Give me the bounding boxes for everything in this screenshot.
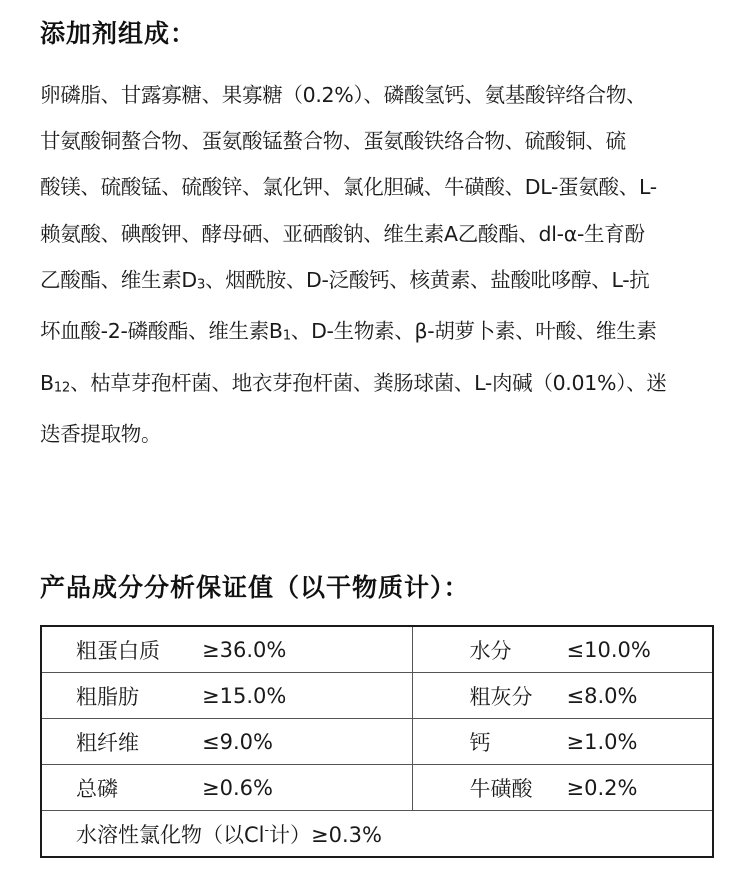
additives-list: [40, 72, 716, 458]
nutrient-label: 粗纤维: [76, 730, 139, 755]
table-cell: [41, 765, 412, 811]
nutrient-label: 总磷: [76, 776, 118, 801]
nutrient-label: 水分: [469, 638, 512, 663]
nutrient-label: 牛磺酸: [469, 776, 533, 801]
additives-line: 乙酸酯、维生素D3、烟酰胺、D-泛酸钙、核黄素、盐酸吡哆醇、L-抗: [40, 267, 650, 293]
table-row: [41, 765, 713, 811]
table-cell: [412, 765, 713, 811]
nutrient-label: 粗脂肪: [76, 684, 139, 709]
nutrient-value: ≥0.6%: [202, 775, 273, 800]
nutrient-label: 钙: [469, 730, 491, 755]
additives-line: 坏血酸-2-磷酸酯、维生素B1、D-生物素、β-胡萝卜素、叶酸、维生素: [40, 319, 657, 344]
table-cell: [41, 811, 713, 858]
subscript: 3: [196, 277, 206, 293]
nutrient-value: ≤9.0%: [202, 729, 273, 754]
table-row: [41, 673, 713, 719]
table-row: [41, 719, 713, 765]
additives-line: 迭香提取物。: [40, 422, 162, 447]
nutrient-value: ≥15.0%: [202, 683, 287, 708]
table-row: [41, 811, 713, 858]
additives-line: 甘氨酸铜螯合物、蛋氨酸锰螯合物、蛋氨酸铁络合物、硫酸铜、硫: [40, 129, 626, 154]
table-cell: [412, 673, 713, 719]
nutrient-value: ≥1.0%: [566, 729, 638, 754]
additives-line: 卵磷脂、甘露寡糖、果寡糖（0.2%）、磷酸氢钙、氨基酸锌络合物、: [40, 83, 647, 107]
table-cell: [41, 626, 412, 673]
nutrient-label: 粗灰分: [469, 684, 533, 709]
table-cell: [412, 626, 713, 673]
nutrient-chloride: 水溶性氯化物（以Cl-计）≥0.3%: [76, 821, 382, 847]
nutrient-value: ≥0.2%: [566, 775, 638, 800]
table-cell: [412, 719, 713, 765]
additives-heading: 添加剂组成：: [40, 19, 197, 48]
table-row: [41, 626, 713, 673]
table-cell: [41, 719, 412, 765]
table-cell: [41, 673, 412, 719]
analysis-table: [40, 625, 714, 858]
nutrient-value: ≤8.0%: [566, 683, 638, 708]
nutrient-value: ≥36.0%: [202, 637, 287, 662]
additives-line: 酸镁、硫酸锰、硫酸锌、氯化钾、氯化胆碱、牛磺酸、DL-蛋氨酸、L-: [40, 175, 657, 200]
superscript: -: [264, 821, 270, 837]
subscript: 1: [282, 328, 291, 344]
additives-line: 赖氨酸、碘酸钾、酵母硒、亚硒酸钠、维生素A乙酸酯、dl-α-生育酚: [40, 221, 645, 246]
additives-line: B12、枯草芽孢杆菌、地衣芽孢杆菌、粪肠球菌、L-肉碱（0.01%）、迷: [40, 370, 667, 396]
nutrient-value: ≤10.0%: [566, 637, 651, 662]
analysis-heading: 产品成分分析保证值（以干物质计）：: [40, 573, 470, 602]
subscript: 12: [53, 380, 71, 396]
nutrient-label: 粗蛋白质: [76, 638, 160, 663]
